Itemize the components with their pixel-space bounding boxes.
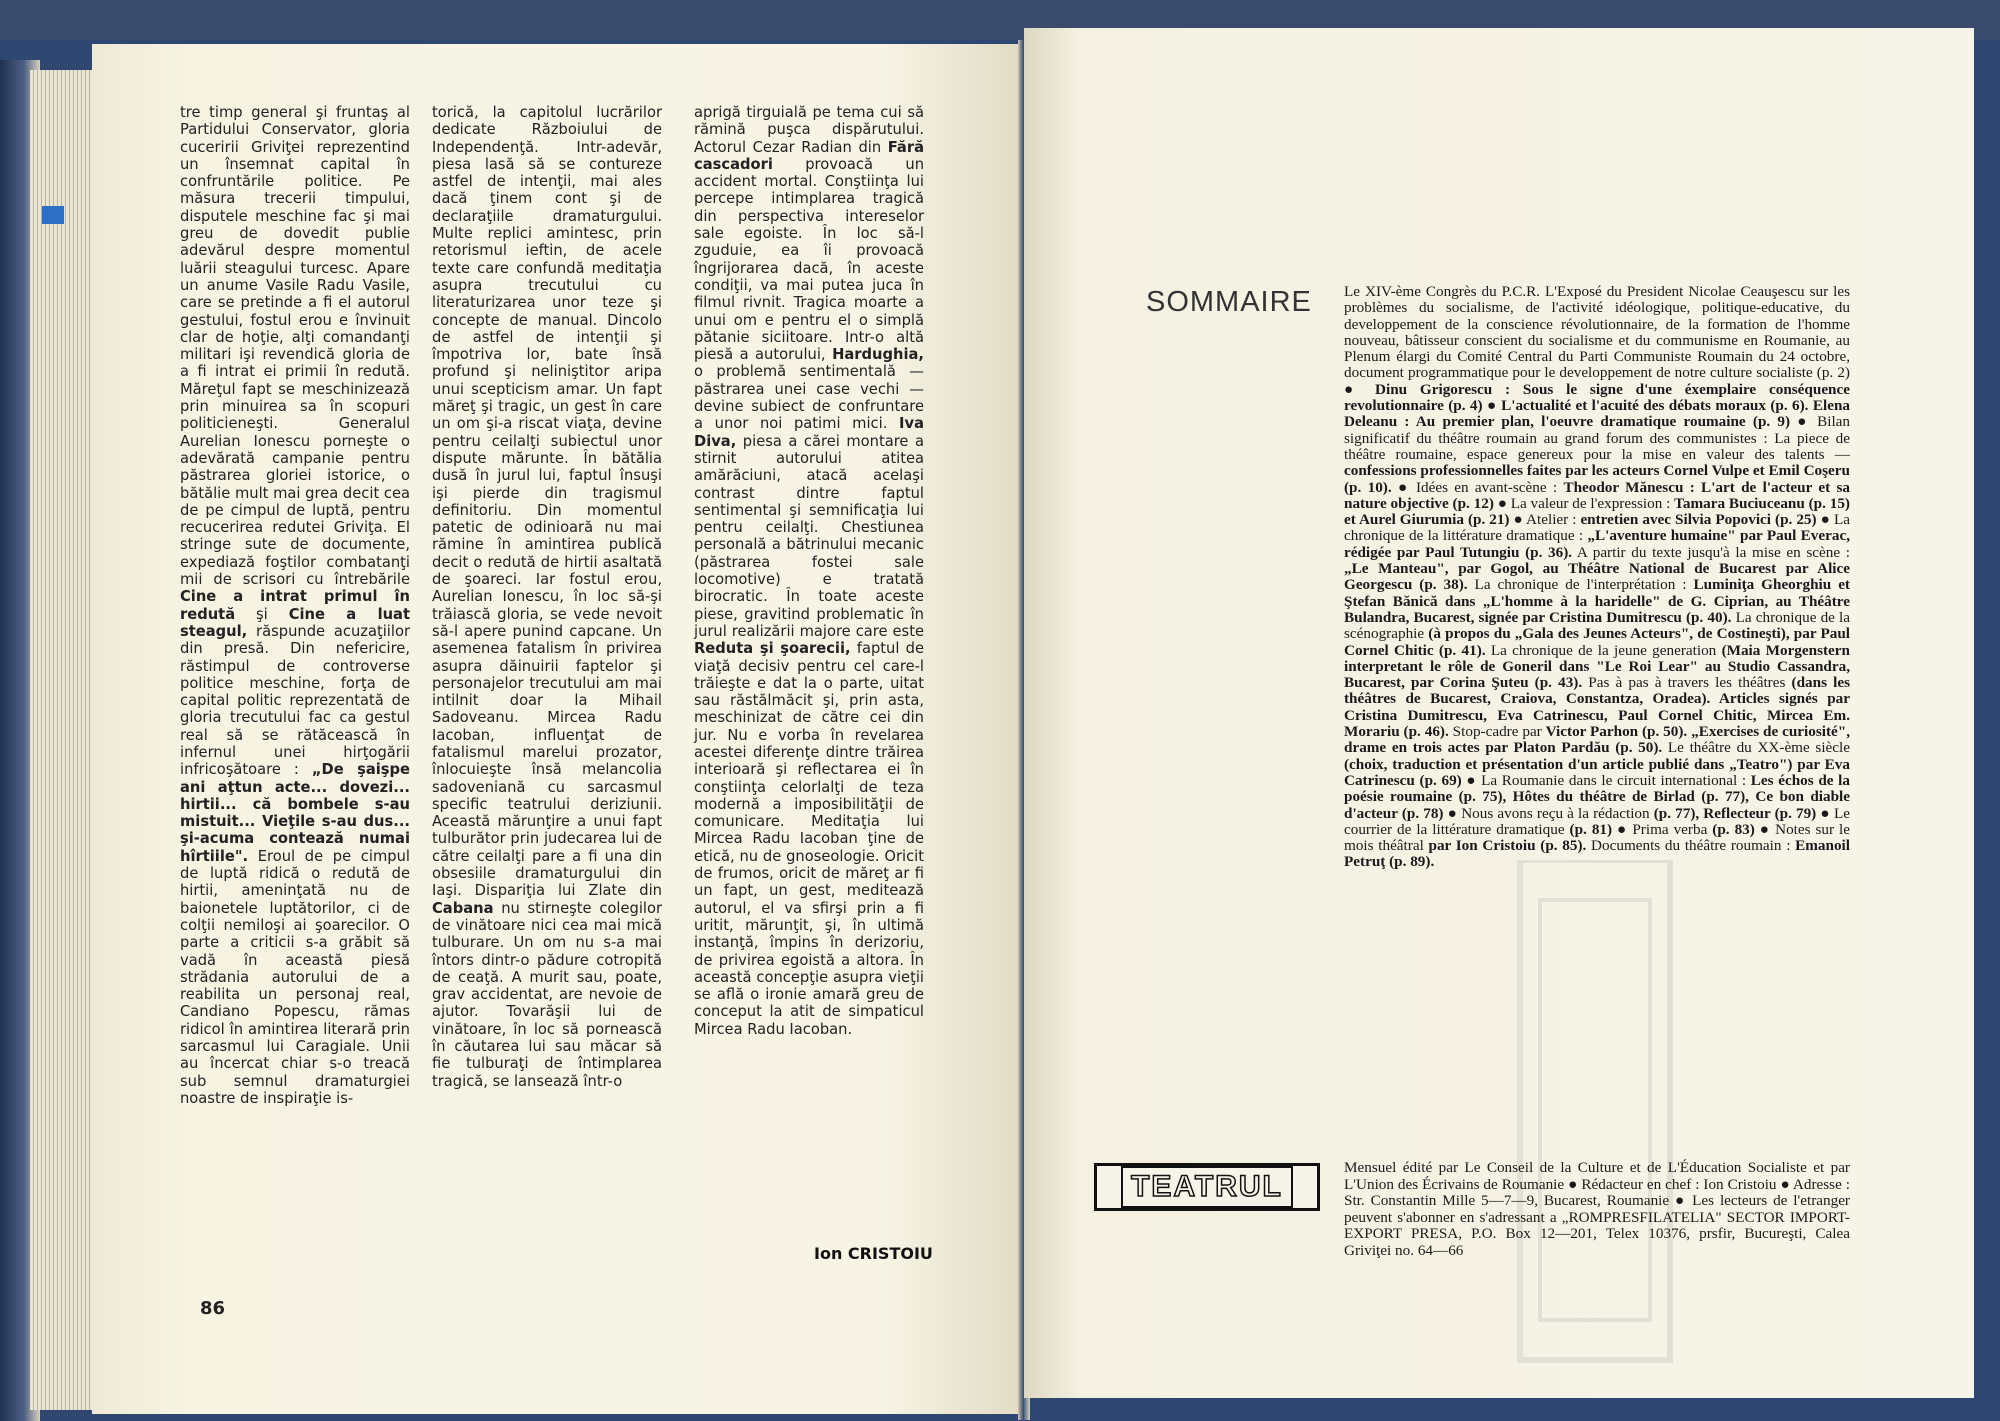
bold-run: L'actualité et l'acuité des débats moraux (p. 6). Elena Deleanu : Au premier plan, l'oeuvre dramatique roumaine (p. 9) [1344,397,1850,431]
bookmark-tab [42,206,64,224]
bold-run: Fără cascadori [694,138,924,173]
bold-run: Reduta şi şoarecii, [694,640,851,658]
bold-run: (dans les théâtres de Bucarest, Craiova, Constantza, Oradea). Articles signés par Cristina Dumitrescu, Eva Catrinescu, Paul Cornel Chitic, Mircea Em. Morariu (p. 46). [1344,674,1850,741]
bold-run: Luminiţa Gheorghiu et Ştefan Bănică dans „L'homme à la haridelle" de G. Ciprian, au Théâtre Bulandra, Bucarest, signée par Cristina Dumitrescu (p. 40). [1344,576,1850,626]
bold-run: Cabana [432,899,494,917]
watermark-graphic [1510,860,1680,1380]
bold-run: (à propos du „Gala des Jeunes Acteurs", de Costineşti), par Paul Cornel Chitic (p. 41). [1344,625,1850,659]
bold-run: confessions professionnelles faites par les acteurs Cornel Vulpe et Emil Coşeru (p. 10). [1344,462,1850,496]
bold-run: Hardughia, [832,346,924,364]
page-stack [30,70,100,1410]
article-column-1 [180,104,410,1107]
bold-run: (p. 77), Reflecteur (p. 79) [1653,804,1817,822]
sommaire-title: SOMMAIRE [1146,286,1312,318]
logo-text: TEATRUL [1121,1166,1293,1208]
bold-run: „L'aventure humaine" par Paul Everac, rédigée par Paul Tutungiu (p. 36). [1344,527,1850,561]
bold-run: Dinu Grigorescu : Sous le signe d'une éxemplaire conséquence revolutionnaire (p. 4) [1344,380,1850,415]
bold-run: (Maia Morgenstern interpretant le rôle de Goneril dans "Le Roi Lear" au Studio Cassandra, Bucarest, par Corina Şuteu (p. 43). [1344,641,1850,692]
bold-run: Cine a luat steagul, [180,605,410,640]
bold-run: „De şaişpe ani aţtun acte... dovezi... hirtii... că bombele s-au mistuit... Vieţile s-au dus... şi-acuma contează numai hîrtiile". [180,761,410,865]
bold-run: entretien avec Silvia Popovici (p. 25) [1580,511,1817,529]
bold-run: (p. 83) [1712,820,1755,838]
bold-run: Emanoil Petruţ (p. 89). [1344,837,1850,871]
column-text: aprigă tirguială pe tema cui să rămină puşca dispărutului. Actorul Cezar Radian din Fără cascadori provoacă un accident mortal. Conştiinţa lui percepe intimplarea tragică din perspectiva intereselor sale egoiste. În loc să-l zguduie, ea îi provoacă îngrijorarea dacă, în aceste condiţii, va mai putea juca în filmul rivnit. Tragica moarte a unui om e pentru el o simplă pătanie siciitoare. Intr-o altă piesă a autorului, Hardughia, o problemă sentimentală — păstrarea unei case vechi — devine subiect de confruntare a unor noi patimi mici. Iva Diva, piesa a cărei montare a stirnit autorului atitea amărăciuni, atacă acelaşi contrast dintre faptul sentimental şi semnificaţia lui pentru ceilalţi. Chestiunea personală a bătrinului mecanic (păstrarea fostei sale locomotive) e tratată birocratic. În toate aceste piese, gravitind problematic în jurul realizării majore care este Reduta şi şoarecii, faptul de viaţă decisiv pentru cel care-l trăieşte e dat la o parte, uitat sau răstălmăcit şi, prin asta, meschinizat de către cei din jur. Nu e vorba în revelarea acestei diferenţe dintre trăirea interioară şi reflectarea ei în conştiinţa celorlalţi de teza modernă a imposibilităţii de comunicare. Meditaţia lui Mircea Radu Iacoban ţine de etică, nu de gnoseologie. Oricit de frumos, oricit de măreţ ar fi un fapt, un gest, meditează autorul, el va sfirşi prin a fi uritit, mărunţit, şi, în ultimă instanţă, împins în derizoriu, de privirea egoistă a altora. În această concepţie asupra vieţii se află o ironie amară greu de conceput la atit de simpaticul Mircea Radu Iacoban. [694,104,925,1038]
column-text: torică, la capitolul lucrărilor dedicate Războiului de Independenţă. Intr-adevăr, piesa lasă să se contureze astfel de intenţii, mai ales dacă ţinem cont şi de declaraţiile dramaturgului. Multe replici amintesc, prin retorismul ieftin, de acele texte care confundă meditaţia asupra trecutului cu literaturizarea unor teze şi concepte de manual. Dincolo de astfel de intenţii şi împotriva lor, bate însă profund şi neliniştitor aripa unui scepticism amar. Un fapt măreţ şi tragic, un gest în care un om şi-a riscat viaţa, devine pentru ceilalţi subiectul unor dispute mărunte. În bătălia dusă în jurul lui, faptul însuşi işi pierde din tragismul definitoriu. Din momentul patetic de odinioară nu mai rămine în amintirea publică decit o redută de hirtii asaltată de şoareci. Iar fostul erou, Aurelian Ionescu, în loc să-şi trăiască gloria, se vede nevoit să-l apere punind capcane. Un asemenea fatalism în privirea asupra dăinuirii faptelor şi personajelor trecutului am mai intilnit doar la Mihail Sadoveanu. Mircea Radu Iacoban, influenţat de fatalismul marelui prozator, înlocuieşte însă melancolia sadoveniană cu sarcasmul specific teatrului deriziunii. Această mărunţire a unui fapt tulburător prin judecarea lui de către ceilalţi pare a fi una din obsesiile dramaturgului din Iaşi. Dispariţia lui Zlate din Cabana nu stirneşte colegilor de vinătoare nici cea mai mică tulburare. Un om nu s-a mai întors dintr-o pădure cotropită de ceaţă. A murit sau, poate, grav accidentat, are nevoie de ajutor. Tovarăşii lui de vinătoare, în loc să pornească în căutarea lui sau măcar să fie tulburaţi de întimplarea tragică, se lansează într-o [432,104,662,1090]
bold-run: par Ion Cristoiu (p. 85). [1428,837,1587,855]
bold-run: (p. 81) [1569,820,1613,838]
bold-run: Victor Parhon (p. 50). „Exercises de curiosité", drame en trois actes par Platon Pardău (p. 50). [1344,723,1851,757]
bold-run: Theodor Mănescu : L'art de l'acteur et sa nature objective (p. 12) [1344,478,1850,512]
sommaire-body: Le XIV-ème Congrès du P.C.R. L'Exposé du President Nicolae Ceauşescu sur les problèmes du socialisme, de l'activité idéologique, politique-educative, du developpement de la conscience révolutionnaire, de la formation de l'homme nouveau, bâtisseur conscient du socialisme et du communisme en Roumanie, au Plenum élargi du Comité Central du Parti Communiste Roumain du 24 octobre, document programmatique pour le developpement de notre culture socialiste (p. 2) ● Dinu Grigorescu : Sous le signe d'une éxemplaire conséquence revolutionnaire (p. 4) ● L'actualité et l'acuité des débats moraux (p. 6). Elena Deleanu : Au premier plan, l'oeuvre dramatique roumaine (p. 9) ● Bilan significatif du théâtre roumain au grand forum des communistes : La piece de théâtre roumaine, espace genereux pour la mise en valeur des talents — confessions professionnelles faites par les acteurs Cornel Vulpe et Emil Coşeru (p. 10). ● Idées en avant-scène : Theodor Mănescu : L'art de l'acteur et sa nature objective (p. 12) ● La valeur de l'expression : Tamara Buciuceanu (p. 15) et Aurel Giurumia (p. 21) ● Atelier : entretien avec Silvia Popovici (p. 25) ● La chronique de la littérature dramatique : „L'aventure humaine" par Paul Everac, rédigée par Paul Tutungiu (p. 36). A partir du texte jusqu'à la mise en scène : „Le Manteau", par Gogol, au Théâtre National de Bucarest par Alice Georgescu (p. 38). La chronique de l'interprétation : Luminiţa Gheorghiu et Ştefan Bănică dans „L'homme à la haridelle" de G. Ciprian, au Théâtre Bulandra, Bucarest, signée par Cristina Dumitrescu (p. 40). La chronique de la scénographie (à propos du „Gala des Jeunes Acteurs", de Costineşti), par Paul Cornel Chitic (p. 41). La chronique de la jeune generation (Maia Morgenstern interpretant le rôle de Goneril dans "Le Roi Lear" au Studio Cassandra, Bucarest, par Corina Şuteu (p. 43). Pas à pas à travers les théâtres (dans les théâtres de Bucarest, Craiova, Constantza, Oradea). Articles signés par Cristina Dumitrescu, Eva Catrinescu, Paul Cornel Chitic, Mircea Em. Morariu (p. 46). Stop-cadre par Victor Parhon (p. 50). „Exercises de curiosité", drame en trois actes par Platon Pardău (p. 50). Le théâtre du XX-ème siècle (choix, traduction et présentation d'un article publié dans „Teatro") par Eva Catrinescu (p. 69) ● La Roumanie dans le circuit international : Les échos de la poésie roumaine (p. 75), Hôtes du théâtre de Birlad (p. 77), Ce bon diable d'acteur (p. 78) ● Nous avons reçu à la rédaction (p. 77), Reflecteur (p. 79) ● Le courrier de la littérature dramatique (p. 81) ● Prima verba (p. 83) ● Notes sur le mois théâtral par Ion Cristoiu (p. 85). Documents du théâtre roumain : Emanoil Petruţ (p. 89). [1344,283,1851,871]
imprint-text: Mensuel édité par Le Conseil de la Culture et de L'Éducation Socialiste et par L'Union des Écrivains de Roumanie ● Rédacteur en chef : Ion Cristoiu ● Adresse : Str. Constantin Mille 5—7—9, Bucarest, Roumanie ● Les lecteurs de l'etranger peuvent s'abonner en s'adressant a „ROMPRESFILATELIA" SECTOR IMPORT-EXPORT PRESA, P.O. Box 12—201, Telex 10376, prsfir, Bucureşti, Calea Griviţei no. 64—66 [1344,1159,1850,1259]
bold-run: Cine a intrat primul în redută [180,588,410,623]
bold-run: Tamara Buciuceanu (p. 15) et Aurel Giurumia (p. 21) [1344,494,1850,529]
bold-run: Les échos de la poésie roumaine (p. 75), Hôtes du théâtre de Birlad (p. 77), Ce bon diable d'acteur (p. 78) [1344,771,1850,822]
bold-run: (choix, traduction et présentation d'un article publié dans „Teatro") par Eva Catrinescu (p. 69) [1344,755,1850,789]
teatrul-logo [1094,1163,1320,1211]
bold-run: Iva Diva, [694,415,924,450]
page-number: 86 [200,1298,226,1319]
author-signature: Ion CRISTOIU [814,1244,933,1263]
column-text: tre timp general şi fruntaş al Partidului Conservator, gloria cuceririi Griviţei reprezentind un însemnat capital în confruntările politice. Pe măsura trecerii timpului, disputele meschine fac şi mai greu de dovedit publie adevărul despre momentul luării steagului turcesc. Apare un anume Vasile Radu Vasile, care se pretinde a fi el autorul gestului, fostul erou e învinuit clar de hoţie, alţi comandanţi militari işi revendică gloria de a fi intrat ei primii în redută. Măreţul fapt se meschinizează prin minuirea sa în scopuri politicieneşti. Generalul Aurelian Ionescu porneşte o adevărată campanie pentru păstrarea gloriei istorice, o bătălie mult mai grea decit cea de pe cimpul de luptă, pentru recucerirea redutei Griviţa. El stringe sute de documente, expediază foştilor combatanţi mii de scrisori cu întrebările Cine a intrat primul în redută şi Cine a luat steagul, răspunde acuzaţiilor din presă. Din nefericire, răstimpul de controverse politice meschine, forţa de capital politic reprezentată de gloria trecutului fac ca gestul real să se rătăcească în infernul unei hirţogării infricoşătoare : „De şaişpe ani aţtun acte... dovezi... hirtii... că bombele s-au mistuit... Vieţile s-au dus... şi-acuma contează numai hîrtiile". Eroul de pe cimpul de luptă ridică o redută de hirtii, ameninţată nu de baionetele luptătorilor, ci de colţii nemiloşi ai şoarecilor. O parte a criticii s-a grăbit să vadă în această piesă strădania autorului de a reabilita un personaj real, Candiano Popescu, rămas ridicol în amintirea literară prin sarcasmul lui Caragiale. Unii au încercat chiar s-o treacă sub semnul dramaturgiei noastre de inspiraţie is- [180,104,410,1107]
article-column-2 [432,104,662,1090]
bold-run: „Le Manteau", par Gogol, au Théâtre National de Bucarest par Alice Georgescu (p. 38). [1344,560,1850,594]
article-column-3 [694,104,924,1038]
